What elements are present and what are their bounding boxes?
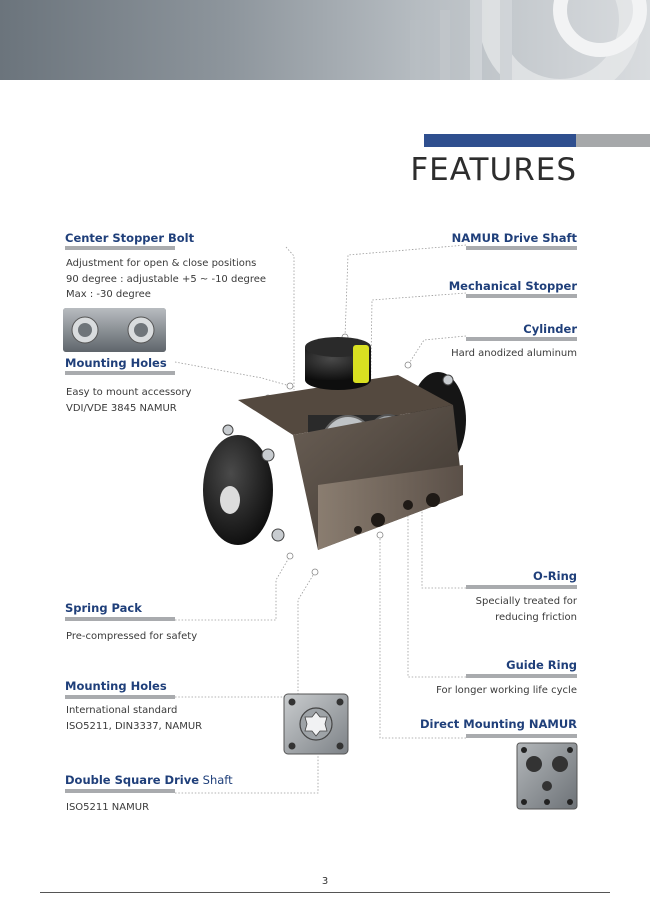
feature-rule bbox=[466, 674, 577, 678]
feature-rule bbox=[65, 371, 175, 375]
feature-desc-o-ring: Specially treated for reducing friction bbox=[475, 596, 577, 623]
page-number: 3 bbox=[321, 876, 329, 887]
feature-rule bbox=[65, 617, 175, 621]
feature-heading-direct-mounting-namur: Direct Mounting NAMUR bbox=[420, 717, 578, 731]
feature-desc-mounting-holes-bottom: International standard ISO5211, DIN3337, NAMUR bbox=[66, 705, 203, 732]
feature-heading-mounting-holes-bottom: Mounting Holes bbox=[65, 679, 167, 693]
feature-rule bbox=[466, 337, 577, 341]
feature-heading-spring-pack: Spring Pack bbox=[65, 601, 142, 615]
feature-rule bbox=[466, 294, 577, 298]
feature-heading-cylinder: Cylinder bbox=[523, 322, 577, 336]
feature-heading-mounting-holes-top: Mounting Holes bbox=[65, 356, 167, 370]
feature-heading-o-ring: O-Ring bbox=[533, 569, 577, 583]
feature-heading-mechanical-stopper: Mechanical Stopper bbox=[448, 279, 577, 293]
page-title: FEATURES bbox=[410, 152, 577, 188]
feature-desc-cylinder: Hard anodized aluminum bbox=[451, 348, 577, 359]
feature-heading-namur-drive-shaft: NAMUR Drive Shaft bbox=[451, 231, 577, 245]
drive-shaft-photo-icon bbox=[282, 692, 350, 756]
namur-mount-photo-icon bbox=[516, 742, 578, 810]
feature-rule bbox=[65, 246, 175, 250]
feature-heading-center-stopper-bolt: Center Stopper Bolt bbox=[65, 231, 195, 245]
feature-rule bbox=[466, 246, 577, 250]
feature-desc-double-square-drive: ISO5211 NAMUR bbox=[66, 802, 150, 813]
feature-desc-mounting-holes-top: Easy to mount accessory VDI/VDE 3845 NAMUR bbox=[66, 387, 192, 414]
footer-divider bbox=[40, 892, 610, 893]
feature-rule bbox=[65, 789, 175, 793]
feature-desc-spring-pack: Pre-compressed for safety bbox=[66, 631, 198, 642]
actuator-photo-icon bbox=[198, 325, 473, 575]
feature-rule bbox=[466, 585, 577, 589]
feature-rule bbox=[65, 695, 175, 699]
feature-heading-double-square-drive: Double Square Drive Shaft bbox=[65, 773, 233, 787]
feature-desc-guide-ring: For longer working life cycle bbox=[436, 685, 577, 696]
feature-rule bbox=[466, 734, 577, 738]
feature-heading-guide-ring: Guide Ring bbox=[506, 658, 577, 672]
stopper-bolts-photo-icon bbox=[63, 308, 166, 352]
feature-desc-center-stopper-bolt: Adjustment for open & close positions 90 degree : adjustable +5 ~ -10 degree Max : -30 degree bbox=[66, 258, 267, 300]
